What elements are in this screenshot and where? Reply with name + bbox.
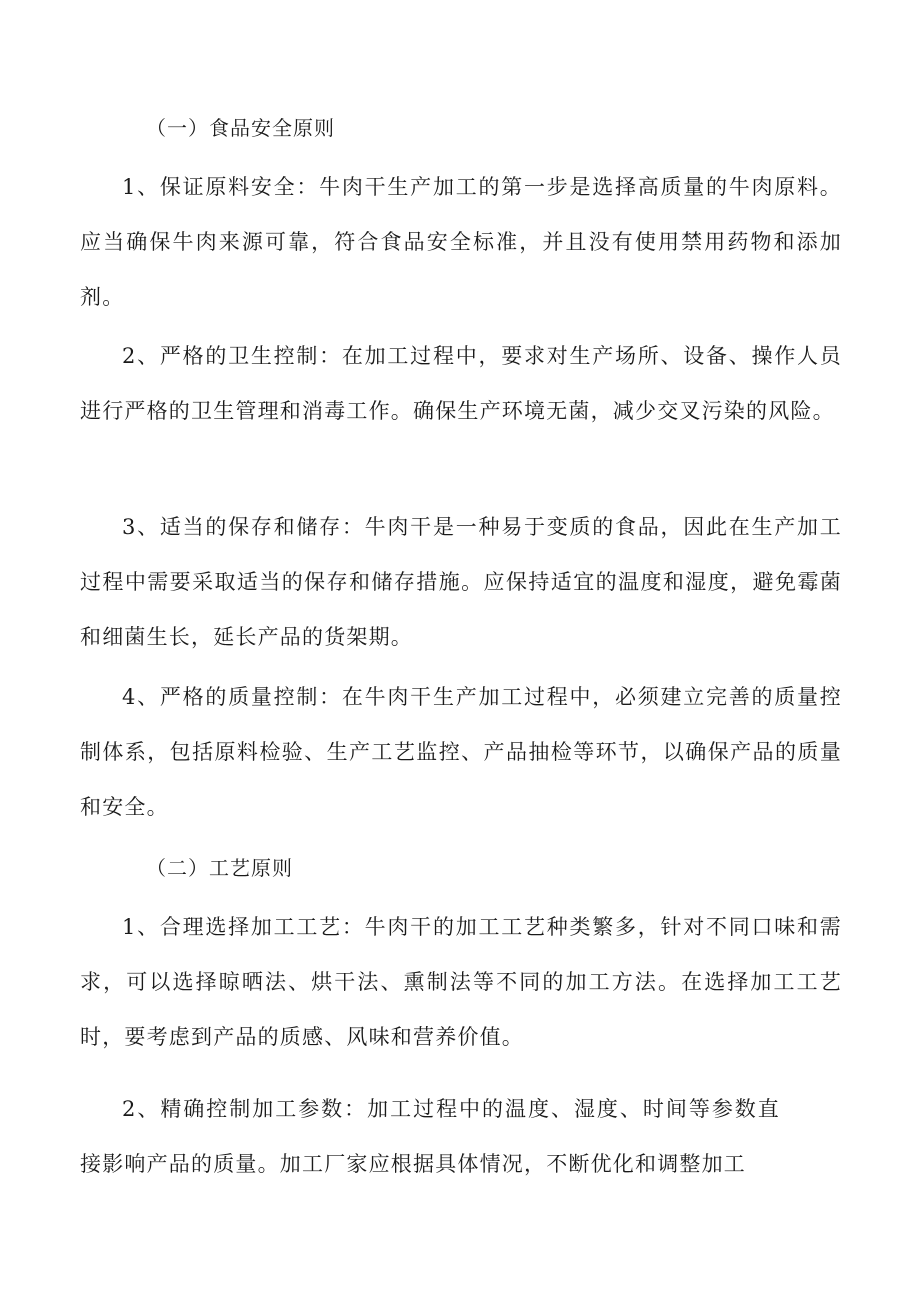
paragraph-quality-control: 4、严格的质量控制：在牛肉干生产加工过程中，必须建立完善的质量控制体系，包括原料检验、生产工艺监控、产品抽检等环节，以确保产品的质量和安全。 [80,685,842,819]
paragraph-storage: 3、适当的保存和储存：牛肉干是一种易于变质的食品，因此在生产加工过程中需要采取适当的保存和储存措施。应保持适宜的温度和湿度，避免霉菌和细菌生长，延长产品的货架期。 [80,515,842,649]
paragraph-raw-material-safety: 1、保证原料安全：牛肉干生产加工的第一步是选择高质量的牛肉原料。应当确保牛肉来源可靠，符合食品安全标准，并且没有使用禁用药物和添加剂。 [80,175,842,309]
paragraph-hygiene-control: 2、严格的卫生控制：在加工过程中，要求对生产场所、设备、操作人员进行严格的卫生管理和消毒工作。确保生产环境无菌，减少交叉污染的风险。 [80,344,842,423]
paragraph-process-selection: 1、合理选择加工工艺：牛肉干的加工工艺种类繁多，针对不同口味和需求，可以选择晾晒法、烘干法、熏制法等不同的加工方法。在选择加工工艺时，要考虑到产品的质感、风味和营养价值。 [80,915,842,1049]
section-heading-food-safety: （一）食品安全原则 [146,116,335,140]
paragraph-process-parameters: 2、精确控制加工参数：加工过程中的温度、湿度、时间等参数直接影响产品的质量。加工厂家应根据具体情况，不断优化和调整加工 [80,1097,780,1176]
section-heading-process: （二）工艺原则 [146,856,293,880]
